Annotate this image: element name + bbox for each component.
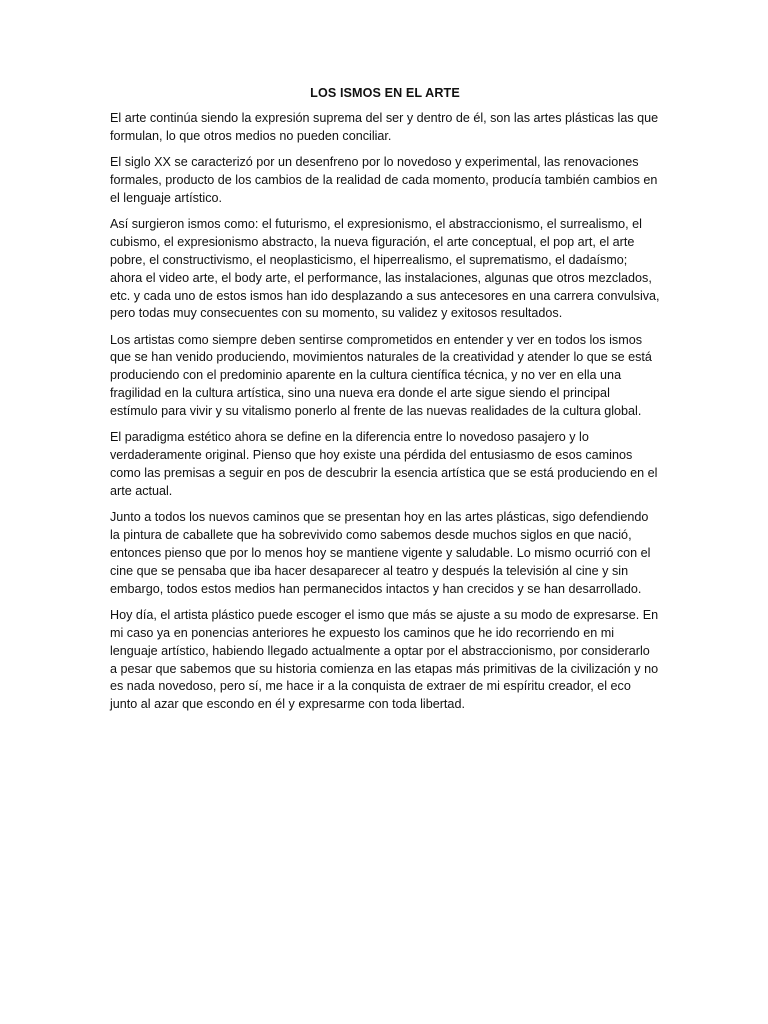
paragraph-4: Los artistas como siempre deben sentirse comprometidos en entender y ver en todos los ismos que se han venido produciendo, movimientos naturales de la creatividad y atender lo que se está produciendo con el predominio aparente en la cultura científica técnica, y no ver en ella una fragilidad en la cultura artística, sino una nueva era donde el arte sigue siendo el principal estímulo para vivir y su vitalismo ponerlo al frente de las nuevas realidades de la cultura global. (110, 332, 652, 419)
paragraph-3: Así surgieron ismos como: el futurismo, el expresionismo, el abstraccionismo, el surrealismo, el cubismo, el expresionismo abstracto, la nueva figuración, el arte conceptual, el pop art, el arte pobre, el constructivismo, el neoplasticismo, el hiperrealismo, el suprematismo, el dadaísmo; ahora el video arte, el body arte, el performance, las instalaciones, algunas que otros mezclados, etc. y cada uno de estos ismos han ido desplazando a sus antecesores en una carrera convulsiva, pero todas muy consecuentes con su momento, su validez y exitosos resultados. (110, 216, 660, 321)
document-title: LOS ISMOS EN EL ARTE (310, 86, 460, 100)
paragraph-6: Junto a todos los nuevos caminos que se presentan hoy en las artes plásticas, sigo defendiendo la pintura de caballete que ha sobrevivido como sabemos desde muchos siglos en que nació, entonces pienso que por lo menos hoy se mantiene vigente y saludable. Lo mismo ocurrió con el cine que se pensaba que iba hacer desaparecer al teatro y después la televisión al cine y sin embargo, todos estos medios han permanecidos intactos y han crecidos y se han desarrollado. (110, 510, 651, 596)
paragraph-7: Hoy día, el artista plástico puede escoger el ismo que más se ajuste a su modo de expresarse. En mi caso ya en ponencias anteriores he expuesto los caminos que he ido recorriendo en mi lenguaje artístico, habiendo llegado actualmente a optar por el abstraccionismo, por considerarlo a pesar que sabemos que su historia comienza en las etapas más primitivas de la civilización y no es nada novedoso, pero sí, me hace ir a la conquista de extraer de mi espíritu creador, el eco junto al azar que escondo en él y expresarme con toda libertad. (110, 607, 659, 712)
paragraph-1: El arte continúa siendo la expresión suprema del ser y dentro de él, son las artes plásticas las que formulan, lo que otros medios no pueden conciliar. (110, 111, 659, 143)
paragraph-2: El siglo XX se caracterizó por un desenfreno por lo novedoso y experimental, las renovaciones formales, producto de los cambios de la realidad de cada momento, producía también cambios en el lenguaje artístico. (110, 155, 658, 205)
paragraph-5: El paradigma estético ahora se define en la diferencia entre lo novedoso pasajero y lo verdaderamente original. Pienso que hoy existe una pérdida del entusiasmo de esos caminos como las premisas a seguir en pos de descubrir la esencia artística que se está produciendo en el arte actual. (110, 430, 658, 498)
